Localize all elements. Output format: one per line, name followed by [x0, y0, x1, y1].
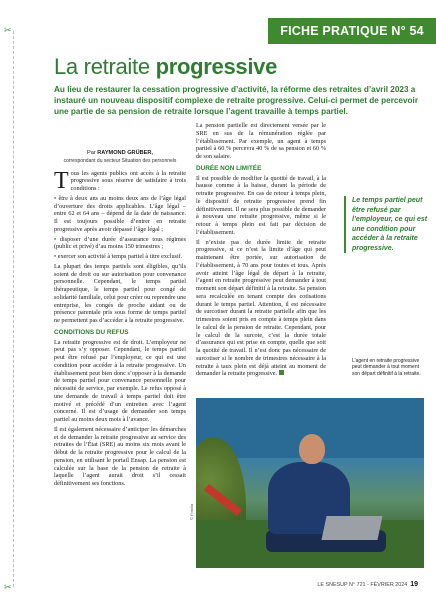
cut-line: [13, 31, 15, 587]
condition-3: [54, 253, 186, 261]
condition-1-text: être à deux ans au moins deux ans de l’âge légal d’ouverture des droits applicables. L’âge légal – entre 62 et 64 ans – dépend de la date de naissance. Il est toujours possible d’entrer en retraite progressive après avoir dépassé l’âge légal ;: [54, 194, 186, 233]
photo-man-head: [299, 434, 325, 464]
drop-cap: T: [54, 167, 69, 194]
condition-2: [54, 236, 186, 252]
end-mark-icon: [279, 370, 284, 375]
pull-quote: Le temps partiel peut être refusé par l’employeur, ce qui est une condition pour accéder à la retraite progressive.: [344, 196, 432, 253]
paragraph-limite-text: Il n’existe pas de durée limite de retraite progressive, si ce n’est la limite d’âge qui peut maintenant être portée, sur autorisation de l’établissement, à 70 ans pour toutes et tous. Après avoir atteint l’âge légal de départ à la retraite, l’agent en retraite progressive peut demander à tout moment son départ définitif à la retraite. Sa pension sera recalculée en tenant compte des cotisations durant le temps partiel. Attention, il est nécessaire de surcotiser durant la retraite partielle afin que les trimestres soient pris en compte à temps plein dans le calcul de la pension de retraite. Cependant, pour le calcul de la surcote, c’est la durée totale d’assurance qui est prise en compte, quelle que soit la quotité de travail. Il n’est donc pas nécessaire de surcotiser si le nombre de trimestres nécessaire à la retraite à taux plein est déjà atteint au moment de demander la retraite progressive.: [196, 238, 326, 378]
author-name: RAYMOND GRÜBER,: [97, 150, 153, 156]
page-footer: [317, 581, 418, 588]
scissors-icon: ✂: [4, 583, 12, 593]
title-normal: La retraite: [54, 54, 156, 79]
condition-3-text: exercer son activité à temps partiel à titre exclusif.: [57, 253, 183, 261]
page-number: 19: [410, 581, 418, 588]
fiche-pratique-badge: FICHE PRATIQUE N° 54: [268, 18, 436, 44]
condition-2-text: disposer d’une durée d’assurance tous régimes (public et privé) d’au moins 150 trimestres ;: [54, 235, 187, 251]
bullet-icon: •: [54, 194, 59, 202]
photo-credit: © Fotolia: [189, 503, 194, 520]
column-1: [54, 150, 186, 490]
paragraph-eligibility: La plupart des temps partiels sont éligibles, qu’ils soient de droit ou sur autorisation pour convenance personnelle. Cependant, le temps partiel thérapeutique, le temps partiel pour congé de solidarité familiale, celui pour créer ou reprendre une entreprise, les congés de proche aidant ou de présence parentale pris sous forme de temps partiel ne permettent pas d’accéder à la retraite progressive.: [54, 262, 186, 325]
subheading-duree: DURÉE NON LIMITÉE: [196, 164, 262, 172]
paragraph-limite: [196, 239, 326, 379]
bullet-icon: •: [54, 235, 60, 243]
scissors-icon: ✂: [4, 26, 12, 36]
intro-text: ous les agents publics ont accès à la retraite progressive sous réserve de satisfaire à trois conditions :: [70, 169, 186, 193]
paragraph-pension: La pension partielle est directement versée par le SRE en sus de la rémunération réglée par l’établissement. Par exemple, un agent à temps partiel à 60 % percevra 40 % de sa pension et 60 % de son salaire.: [196, 122, 326, 160]
subheading-refus: CONDITIONS DU REFUS: [54, 328, 129, 336]
bullet-icon: •: [54, 253, 58, 261]
column-2: [196, 122, 326, 380]
article-lead: Au lieu de restaurer la cessation progressive d’activité, la réforme des retraites d’avril 2023 a instauré un nouveau dispositif complexe de retraite progressive. Celui-ci permet de percevoir une partie de sa pension de retraite lorsque l’agent travaille à temps partiel.: [54, 85, 418, 117]
photo-laptop: [321, 516, 382, 540]
publication-info: LE SNESUP N° 721 - FÉVRIER 2024: [317, 582, 408, 588]
article-title: [54, 54, 277, 80]
paragraph-quotite: Il est possible de modifier la quotité de travail, à la hausse comme à la baisse, durant la période de retraite progressive. En cas de retour à temps plein, le dispositif de retraite progressive prend fin définitivement. Il ne sera plus possible de demander à nouveau une retraite progressive, même si le retour à temps plein est fait par décision de l’établissement.: [196, 174, 326, 236]
article-photo: [196, 398, 424, 568]
photo-caption: L’agent en retraite progressive peut demander à tout moment son départ définitif à la retraite.: [352, 358, 421, 377]
paragraph-demarches: Il est également nécessaire d’anticiper les démarches et de demander la retraite progressive au service des retraites de l’État (SRE) au moins six mois avant le début de la retraite progressive pour le calcul de la pension, en utilisant le portail Ensap. La pension est calculée sur la base de la pension de retraite à laquelle l’agent aurait droit s’il cessait définitivement ses fonctions.: [54, 425, 186, 488]
paragraph-refus: La retraite progressive est de droit. L’employeur ne peut pas s’y opposer. Cependant, le temps partiel peut être refusé par l’employeur, ce qui est une condition pour accéder à la retraite progressive. Un établissement peut bien donc s’opposer à la demande de temps partiel pour convenance personnelle pour nécessité de service, par exemple. Le refus opposé à une demande de travail à temps partiel doit être motivé et précédé d’un entretien avec l’agent concerné. Il est d’usage de demander son temps partiel au moins deux mois à l’avance.: [54, 338, 186, 424]
author-role: correspondant du secteur Situation des personnels: [63, 157, 177, 164]
condition-1: [54, 195, 186, 234]
author-prefix: Par: [86, 150, 98, 156]
title-bold: progressive: [155, 54, 278, 79]
intro-paragraph: [54, 167, 186, 194]
author-line: [54, 150, 186, 157]
